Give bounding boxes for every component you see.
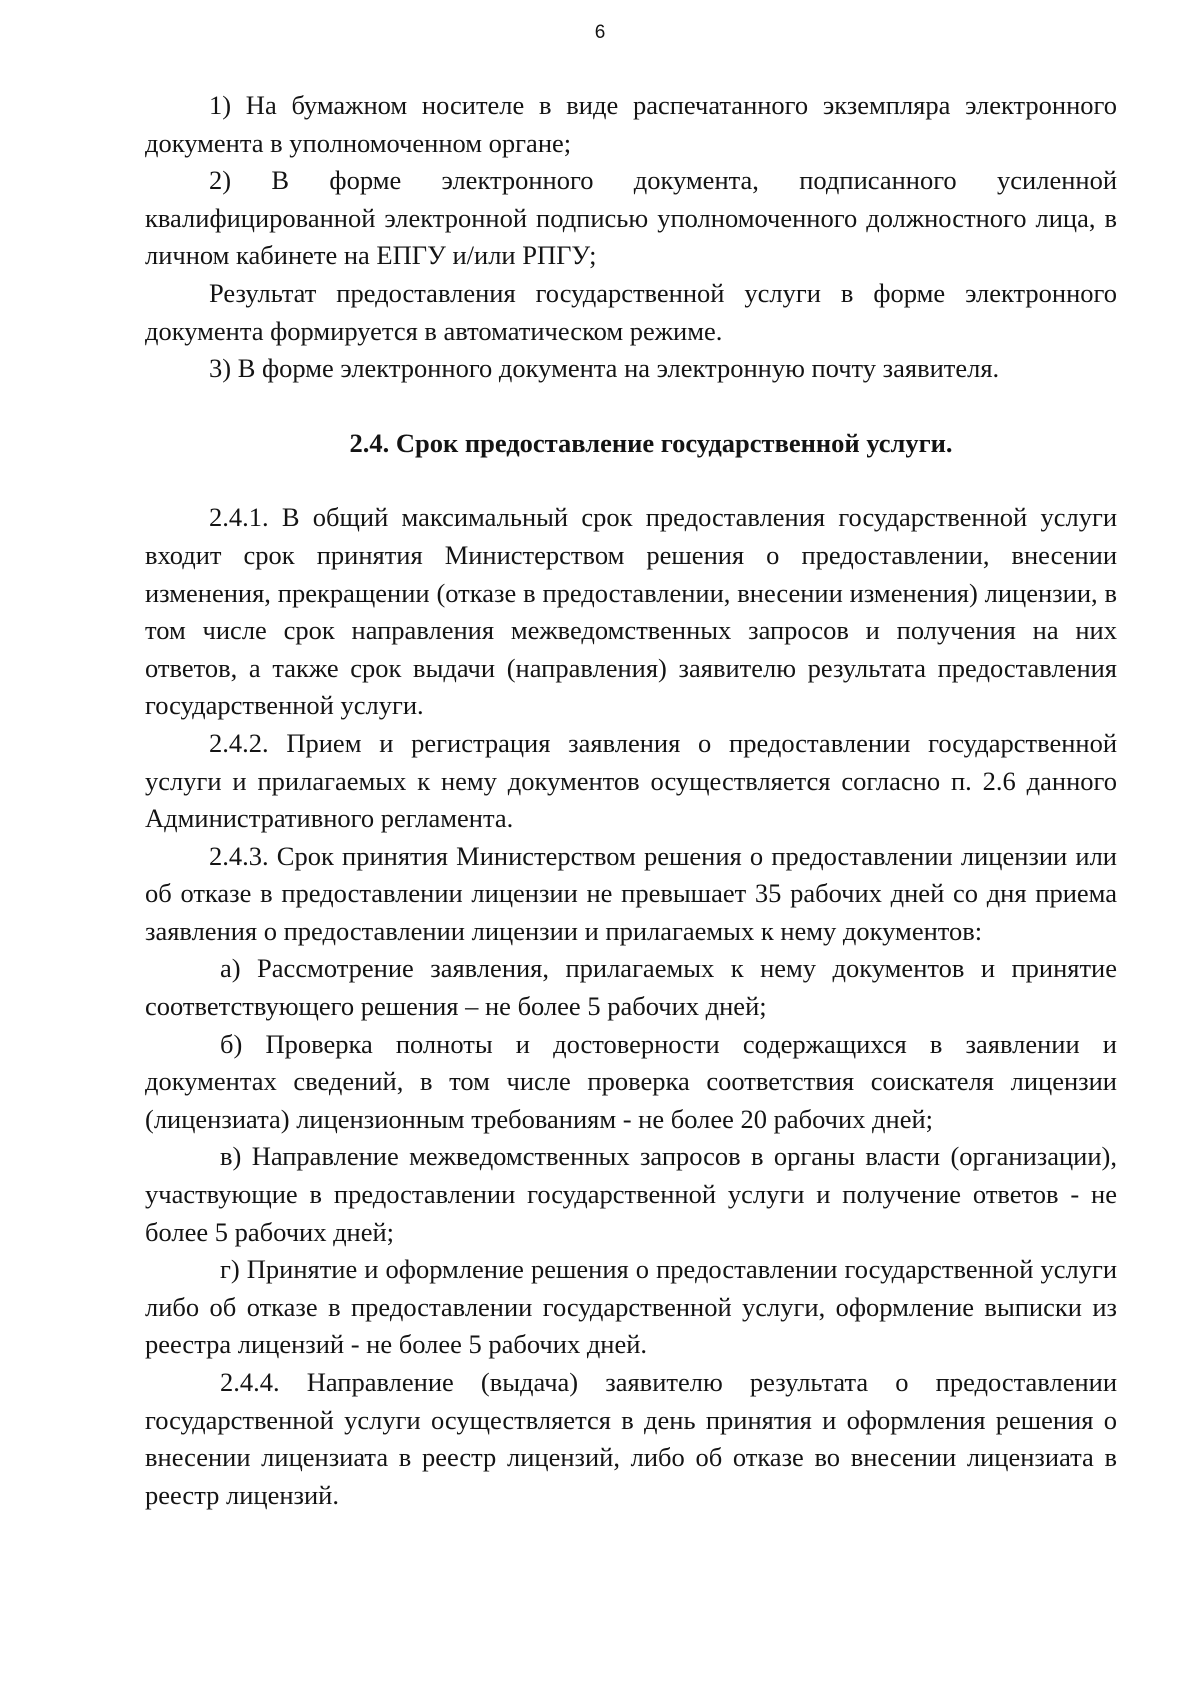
paragraph-2-4-3: 2.4.3. Срок принятия Министерством решения о предоставлении лицензии или об отказе в предоставлении лицензии не превышает 35 рабочих дней со дня приема заявления о предоставлении лицензии и прилагаемых к нему документов: bbox=[145, 840, 1117, 946]
list-item-g: г) Принятие и оформление решения о предоставлении государственной услуги либо об отказе в предоставлении государственной услуги, оформление выписки из реестра лицензий - не более 5 рабочих дней. bbox=[145, 1254, 1117, 1360]
page-number: 6 bbox=[594, 22, 606, 43]
section-heading: 2.4. Срок предоставление государственной услуги. bbox=[349, 427, 953, 458]
paragraph-2-4-2: 2.4.2. Прием и регистрация заявления о предоставлении государственной услуги и прилагаемых к нему документов осуществляется согласно п. 2.6 данного Административного регламента. bbox=[145, 727, 1117, 834]
paragraph-2-4-4: 2.4.4. Направление (выдача) заявителю результата о предоставлении государственной услуги осуществляется в день принятия и оформления решения о внесении лицензиата в реестр лицензий, либо об отказе во внесении лицензиата в реестр лицензий. bbox=[145, 1367, 1117, 1510]
document-body bbox=[145, 87, 1117, 1514]
list-item-b: б) Проверка полноты и достоверности содержащихся в заявлении и документах сведений, в том числе проверка соответствия соискателя лицензии (лицензиата) лицензионным требованиям - не более 20 рабочих дней; bbox=[145, 1028, 1117, 1134]
paragraph-option-1: 1) На бумажном носителе в виде распечатанного экземпляра электронного документа в уполномоченном органе; bbox=[145, 90, 1117, 158]
list-item-v: в) Направление межведомственных запросов в органы власти (организации), участвующие в предоставлении государственной услуги и получение ответов - не более 5 рабочих дней; bbox=[145, 1141, 1117, 1247]
paragraph-2-4-1: 2.4.1. В общий максимальный срок предоставления государственной услуги входит срок принятия Министерством решения о предоставлении, внесении изменения, прекращении (отказе в предоставлении, внесении изменения) лицензии, в том числе срок направления межведомственных запросов и получения на них ответов, а также срок выдачи (направления) заявителю результата предоставления государственной услуги. bbox=[145, 502, 1117, 721]
paragraph-option-2: 2) В форме электронного документа, подписанного усиленной квалифицированной электронной подписью уполномоченного должностного лица, в личном кабинете на ЕПГУ и/или РПГУ; bbox=[145, 165, 1117, 271]
paragraph-option-3: 3) В форме электронного документа на электронную почту заявителя. bbox=[209, 353, 1000, 384]
list-item-a: а) Рассмотрение заявления, прилагаемых к нему документов и принятие соответствующего решения – не более 5 рабочих дней; bbox=[145, 953, 1117, 1022]
paragraph-result-note: Результат предоставления государственной услуги в форме электронного документа формируется в автоматическом режиме. bbox=[145, 277, 1117, 346]
